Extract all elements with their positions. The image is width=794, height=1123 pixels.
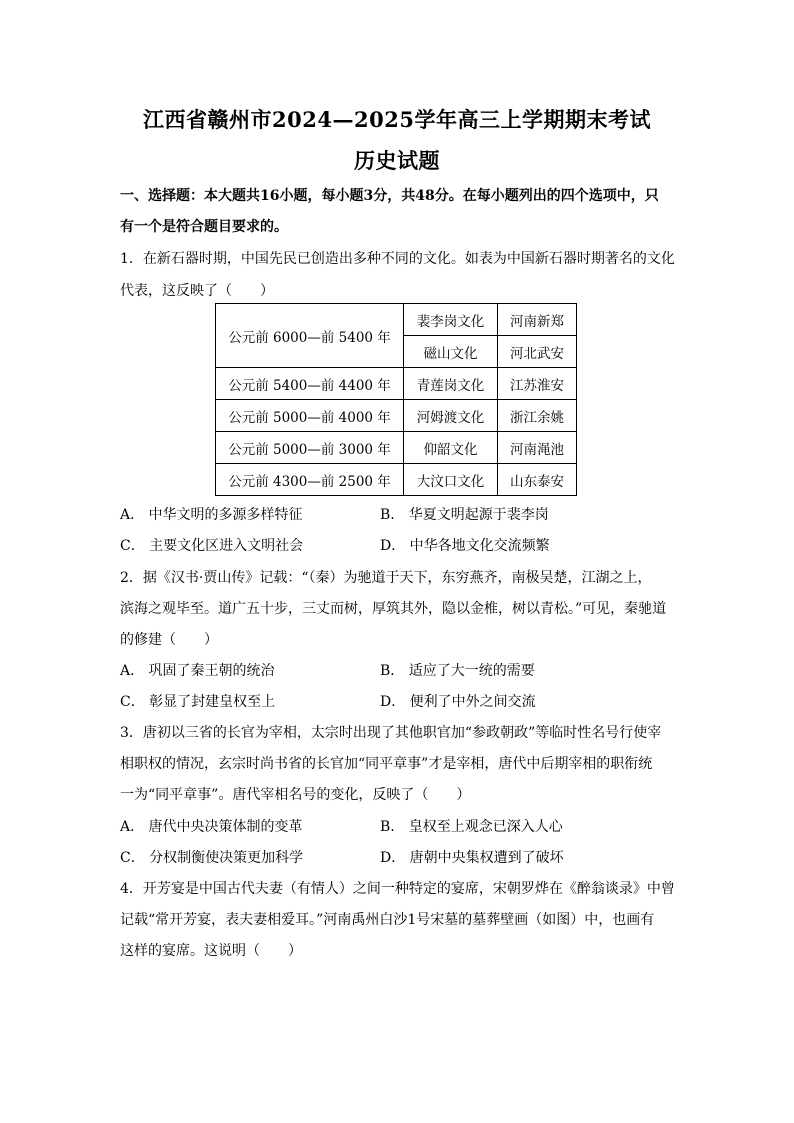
exam-title: 江西省赣州市2024—2025学年高三上学期期末考试	[143, 107, 651, 132]
q3-stem-line-1: 3．唐初以三省的长官为宰相，太宗时出现了其他职官加“参政朝政”等临时性名号行使宰	[120, 725, 662, 741]
q2-option-a: A． 巩固了秦王朝的统治	[120, 663, 275, 679]
table-cell-place: 河南新郑	[498, 304, 577, 336]
q2-stem-line-2: 滨海之观毕至。道广五十步，三丈而树，厚筑其外，隐以金椎，树以青松。”可见，秦驰道	[120, 601, 667, 617]
exam-subtitle: 历史试题	[354, 148, 440, 173]
q1-option-a: A． 中华文明的多源多样特征	[120, 507, 303, 523]
table-row	[216, 432, 577, 464]
table-cell-culture: 大汶口文化	[404, 464, 498, 496]
q3-option-d: D． 唐朝中央集权遭到了破坏	[380, 850, 564, 866]
q4-stem-line-2: 记载“常开芳宴，表夫妻相爱耳。”河南禹州白沙1号宋墓的墓葬壁画（如图）中，也画有	[120, 912, 655, 928]
q2-option-b: B． 适应了大一统的需要	[380, 663, 535, 679]
culture-table	[215, 303, 577, 496]
table-cell-culture: 青莲岗文化	[404, 368, 498, 400]
table-cell-period: 公元前 5000—前 4000 年	[216, 400, 404, 432]
q1-option-c: C． 主要文化区进入文明社会	[120, 538, 304, 554]
table-cell-place: 江苏淮安	[498, 368, 577, 400]
table-cell-period: 公元前 5400—前 4400 年	[216, 368, 404, 400]
table-cell-period: 公元前 4300—前 2500 年	[216, 464, 404, 496]
q1-option-b: B． 华夏文明起源于裴李岗	[380, 507, 549, 523]
q1-option-d: D． 中华各地文化交流频繁	[380, 538, 550, 554]
q2-stem-line-3: 的修建（ ）	[120, 632, 218, 648]
table-cell-place: 山东泰安	[498, 464, 577, 496]
table-cell-period: 公元前 6000—前 5400 年	[216, 304, 404, 368]
table-cell-culture: 裴李岗文化	[404, 304, 498, 336]
table-row	[216, 400, 577, 432]
table-row	[216, 304, 577, 336]
table-cell-place: 河南渑池	[498, 432, 577, 464]
table-cell-place: 浙江余姚	[498, 400, 577, 432]
q1-stem-line-1: 1．在新石器时期，中国先民已创造出多种不同的文化。如表为中国新石器时期著名的文化	[120, 251, 675, 267]
table-cell-culture: 磁山文化	[404, 336, 498, 368]
table-cell-place: 河北武安	[498, 336, 577, 368]
table-cell-period: 公元前 5000—前 3000 年	[216, 432, 404, 464]
table-cell-culture: 河姆渡文化	[404, 400, 498, 432]
q3-option-b: B． 皇权至上观念已深入人心	[380, 819, 563, 835]
section-instruction-line-2: 有一个是符合题目要求的。	[120, 219, 288, 235]
q3-option-c: C． 分权制衡使决策更加科学	[120, 850, 304, 866]
q4-stem-line-3: 这样的宴席。这说明（ ）	[120, 943, 302, 959]
section-instruction-line-1: 一、选择题：本大题共16小题，每小题3分，共48分。在每小题列出的四个选项中，只	[120, 188, 659, 204]
q3-stem-line-3: 一为“同平章事”。唐代宰相名号的变化，反映了（ ）	[120, 787, 471, 803]
q1-stem-line-2: 代表，这反映了（ ）	[120, 283, 274, 299]
table-row	[216, 464, 577, 496]
q3-option-a: A． 唐代中央决策体制的变革	[120, 819, 303, 835]
table-row	[216, 368, 577, 400]
q3-stem-line-2: 相职权的情况，玄宗时尚书省的长官加“同平章事”才是宰相，唐代中后期宰相的职衔统	[120, 756, 653, 772]
q2-stem-line-1: 2．据《汉书·贾山传》记载：“（秦）为驰道于天下，东穷燕齐，南极吴楚，江湖之上，	[120, 570, 652, 586]
q2-option-d: D． 便利了中外之间交流	[380, 694, 536, 710]
q2-option-c: C． 彰显了封建皇权至上	[120, 694, 276, 710]
table-cell-culture: 仰韶文化	[404, 432, 498, 464]
q4-stem-line-1: 4．开芳宴是中国古代夫妻（有情人）之间一种特定的宴席，宋朝罗烨在《醉翁谈录》中曾	[120, 881, 675, 897]
